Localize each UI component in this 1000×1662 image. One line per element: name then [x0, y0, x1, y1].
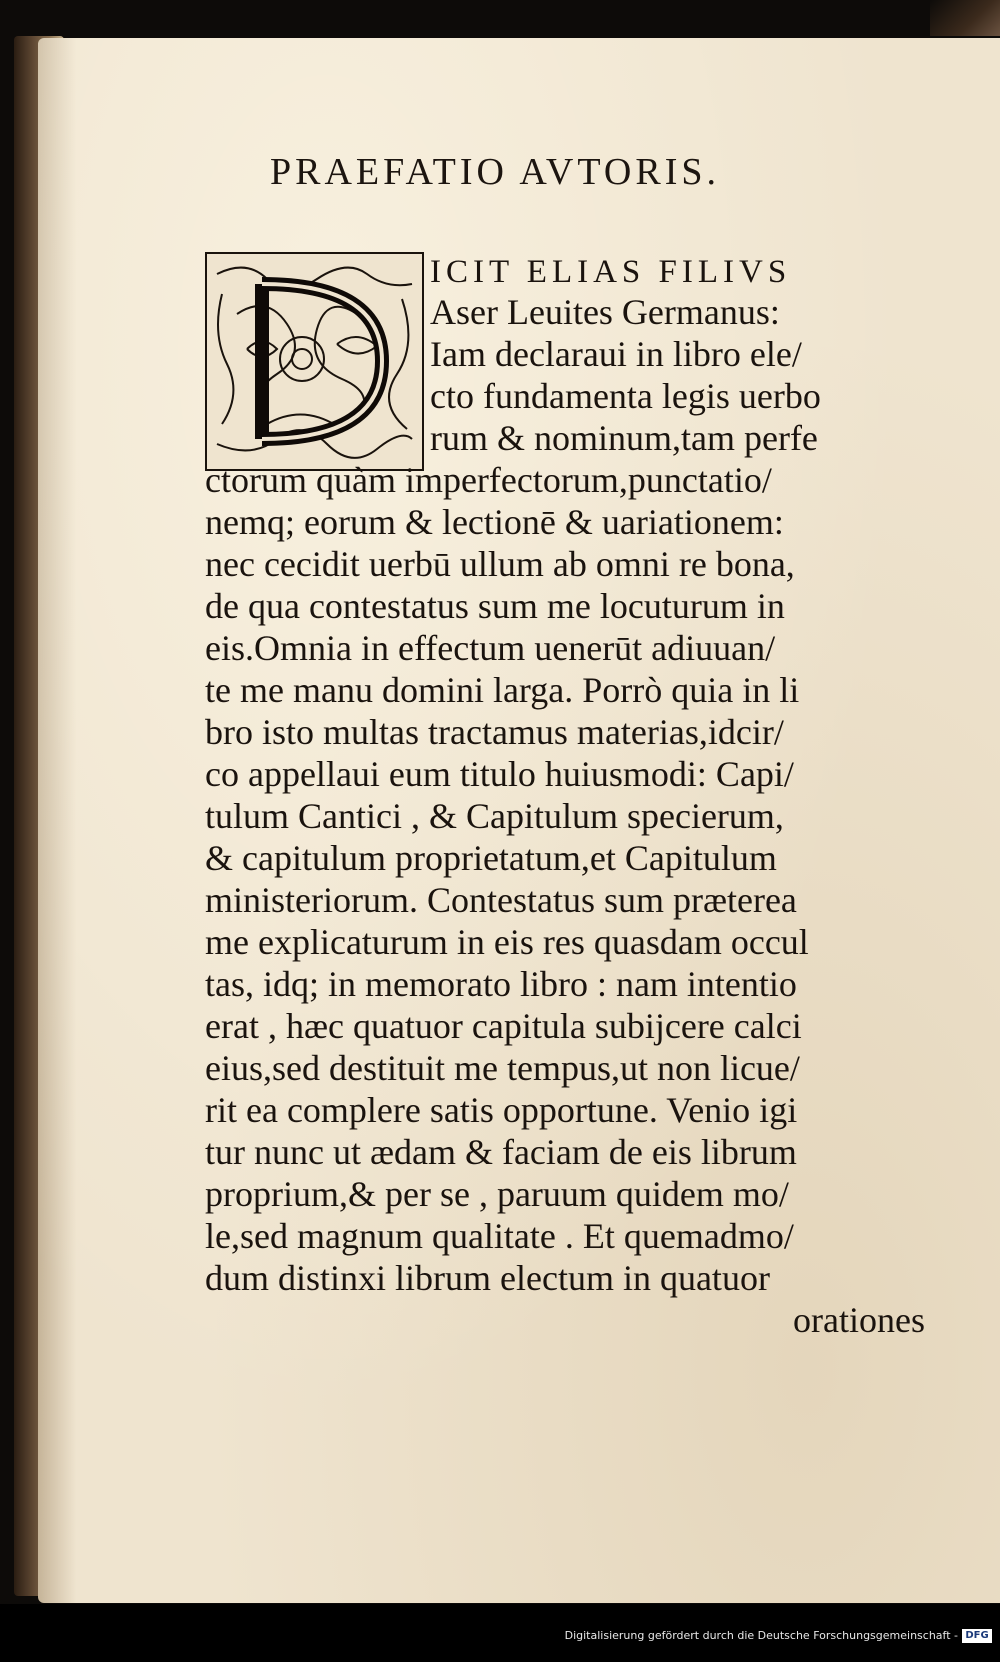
text-line: cto fundamenta legis uerbo [430, 376, 821, 416]
text-line: eius,sed destituit me tempus,ut non licue/ [205, 1048, 800, 1088]
text-line: erat , hæc quatuor capitula subijcere calci [205, 1006, 802, 1046]
text-line: proprium,& per se , paruum quidem mo/ [205, 1174, 789, 1214]
footer-bar [0, 1604, 1000, 1662]
catchword: orationes [793, 1300, 925, 1340]
text-line: eis.Omnia in effectum uenerūt adiuuan/ [205, 628, 776, 668]
text-line: co appellaui eum titulo huiusmodi: Capi/ [205, 754, 794, 794]
text-line: ctorum quàm imperfectorum,punctatio/ [205, 460, 772, 500]
footer-credit: Digitalisierung gefördert durch die Deutsche Forschungsgemeinschaft - [564, 1629, 958, 1642]
text-line: rum & nominum,tam perfe [430, 418, 818, 458]
text-line: ministeriorum. Contestatus sum præterea [205, 880, 797, 920]
text-line: & capitulum proprietatum,et Capitulum [205, 838, 777, 878]
dfg-logo: DFG [962, 1629, 992, 1643]
text-line: rit ea complere satis opportune. Venio igi [205, 1090, 798, 1130]
text-line: bro isto multas tractamus materias,idcir/ [205, 712, 784, 752]
text-line: dum distinxi librum electum in quatuor [205, 1258, 770, 1298]
text-line: te me manu domini larga. Porrò quia in li [205, 670, 800, 710]
text-line: Iam declaraui in libro ele/ [430, 334, 802, 374]
text-line: nec cecidit uerbū ullum ab omni re bona, [205, 544, 795, 584]
body-text [205, 250, 925, 1400]
text-line: tur nunc ut ædam & faciam de eis librum [205, 1132, 797, 1172]
text-line: tulum Cantici , & Capitulum specierum, [205, 796, 784, 836]
text-line: Aser Leuites Germanus: [430, 292, 780, 332]
text-line: ICIT ELIAS FILIVS [430, 254, 792, 290]
text-line: de qua contestatus sum me locuturum in [205, 586, 785, 626]
text-line: me explicaturum in eis res quasdam occul [205, 922, 809, 962]
text-line: tas, idq; in memorato libro : nam intentio [205, 964, 797, 1004]
text-line: nemq; eorum & lectionē & uariationem: [205, 502, 784, 542]
running-head: PRAEFATIO AVTORIS. [270, 151, 720, 193]
text-line: le,sed magnum qualitate . Et quemadmo/ [205, 1216, 794, 1256]
cover-corner [930, 0, 1000, 36]
